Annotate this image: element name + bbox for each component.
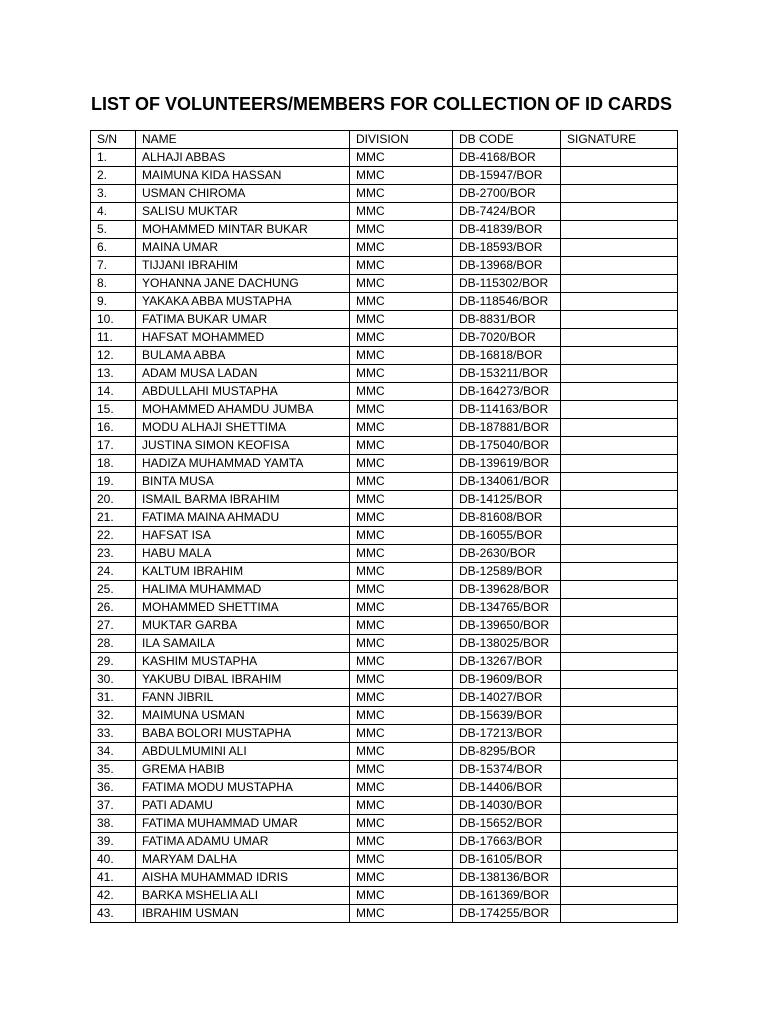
table-row — [91, 653, 678, 671]
cell-sn: 32. — [91, 707, 136, 725]
cell-signature — [561, 779, 678, 797]
cell-division: MMC — [350, 797, 453, 815]
cell-division: MMC — [350, 545, 453, 563]
cell-name: AISHA MUHAMMAD IDRIS — [136, 869, 350, 887]
cell-signature — [561, 671, 678, 689]
cell-sn: 12. — [91, 347, 136, 365]
cell-sn: 22. — [91, 527, 136, 545]
cell-division: MMC — [350, 419, 453, 437]
cell-sn: 37. — [91, 797, 136, 815]
cell-db-code: DB-14406/BOR — [453, 779, 561, 797]
cell-sn: 24. — [91, 563, 136, 581]
cell-signature — [561, 527, 678, 545]
cell-name: FATIMA MAINA AHMADU — [136, 509, 350, 527]
cell-division: MMC — [350, 491, 453, 509]
cell-signature — [561, 653, 678, 671]
cell-signature — [561, 509, 678, 527]
cell-sn: 31. — [91, 689, 136, 707]
cell-division: MMC — [350, 239, 453, 257]
cell-signature — [561, 383, 678, 401]
table-row — [91, 869, 678, 887]
cell-name: MUKTAR GARBA — [136, 617, 350, 635]
table-row — [91, 419, 678, 437]
cell-sn: 21. — [91, 509, 136, 527]
cell-db-code: DB-8831/BOR — [453, 311, 561, 329]
cell-name: ISMAIL BARMA IBRAHIM — [136, 491, 350, 509]
cell-signature — [561, 545, 678, 563]
cell-division: MMC — [350, 329, 453, 347]
cell-signature — [561, 599, 678, 617]
cell-db-code: DB-81608/BOR — [453, 509, 561, 527]
cell-sn: 19. — [91, 473, 136, 491]
cell-signature — [561, 707, 678, 725]
cell-db-code: DB-2630/BOR — [453, 545, 561, 563]
cell-division: MMC — [350, 743, 453, 761]
table-row — [91, 833, 678, 851]
table-row — [91, 761, 678, 779]
table-row — [91, 383, 678, 401]
cell-signature — [561, 167, 678, 185]
cell-db-code: DB-138136/BOR — [453, 869, 561, 887]
table-row — [91, 671, 678, 689]
cell-division: MMC — [350, 167, 453, 185]
cell-name: KASHIM MUSTAPHA — [136, 653, 350, 671]
table-row — [91, 689, 678, 707]
cell-division: MMC — [350, 689, 453, 707]
cell-name: HABU MALA — [136, 545, 350, 563]
cell-sn: 35. — [91, 761, 136, 779]
cell-division: MMC — [350, 221, 453, 239]
cell-db-code: DB-15652/BOR — [453, 815, 561, 833]
cell-sn: 8. — [91, 275, 136, 293]
table-row — [91, 725, 678, 743]
cell-signature — [561, 491, 678, 509]
cell-sn: 27. — [91, 617, 136, 635]
cell-db-code: DB-15947/BOR — [453, 167, 561, 185]
table-row — [91, 365, 678, 383]
cell-signature — [561, 401, 678, 419]
cell-signature — [561, 563, 678, 581]
cell-name: PATI ADAMU — [136, 797, 350, 815]
table-row — [91, 545, 678, 563]
table-row — [91, 329, 678, 347]
cell-signature — [561, 329, 678, 347]
cell-sn: 2. — [91, 167, 136, 185]
cell-name: HALIMA MUHAMMAD — [136, 581, 350, 599]
table-row — [91, 455, 678, 473]
cell-division: MMC — [350, 725, 453, 743]
cell-signature — [561, 743, 678, 761]
cell-sn: 16. — [91, 419, 136, 437]
table-row — [91, 581, 678, 599]
cell-division: MMC — [350, 599, 453, 617]
volunteers-table — [90, 130, 678, 923]
cell-db-code: DB-7424/BOR — [453, 203, 561, 221]
cell-division: MMC — [350, 833, 453, 851]
cell-name: ADAM MUSA LADAN — [136, 365, 350, 383]
cell-sn: 42. — [91, 887, 136, 905]
cell-signature — [561, 815, 678, 833]
table-row — [91, 239, 678, 257]
header-sn: S/N — [91, 131, 136, 149]
cell-name: FATIMA MUHAMMAD UMAR — [136, 815, 350, 833]
cell-signature — [561, 185, 678, 203]
cell-sn: 34. — [91, 743, 136, 761]
table-row — [91, 257, 678, 275]
cell-division: MMC — [350, 275, 453, 293]
cell-name: FATIMA MODU MUSTAPHA — [136, 779, 350, 797]
table-row — [91, 149, 678, 167]
cell-signature — [561, 275, 678, 293]
cell-db-code: DB-13267/BOR — [453, 653, 561, 671]
cell-division: MMC — [350, 635, 453, 653]
cell-sn: 39. — [91, 833, 136, 851]
cell-db-code: DB-161369/BOR — [453, 887, 561, 905]
cell-name: MOHAMMED MINTAR BUKAR — [136, 221, 350, 239]
cell-sn: 23. — [91, 545, 136, 563]
cell-sn: 33. — [91, 725, 136, 743]
table-row — [91, 473, 678, 491]
table-row — [91, 707, 678, 725]
cell-db-code: DB-139628/BOR — [453, 581, 561, 599]
cell-signature — [561, 761, 678, 779]
cell-division: MMC — [350, 653, 453, 671]
cell-db-code: DB-14030/BOR — [453, 797, 561, 815]
cell-db-code: DB-16818/BOR — [453, 347, 561, 365]
cell-sn: 1. — [91, 149, 136, 167]
cell-db-code: DB-15639/BOR — [453, 707, 561, 725]
cell-division: MMC — [350, 671, 453, 689]
cell-db-code: DB-153211/BOR — [453, 365, 561, 383]
cell-name: YOHANNA JANE DACHUNG — [136, 275, 350, 293]
cell-sn: 26. — [91, 599, 136, 617]
cell-db-code: DB-18593/BOR — [453, 239, 561, 257]
table-row — [91, 491, 678, 509]
cell-db-code: DB-138025/BOR — [453, 635, 561, 653]
cell-signature — [561, 725, 678, 743]
cell-name: HADIZA MUHAMMAD YAMTA — [136, 455, 350, 473]
cell-db-code: DB-115302/BOR — [453, 275, 561, 293]
cell-db-code: DB-12589/BOR — [453, 563, 561, 581]
cell-signature — [561, 833, 678, 851]
cell-name: TIJJANI IBRAHIM — [136, 257, 350, 275]
cell-division: MMC — [350, 887, 453, 905]
header-db-code: DB CODE — [453, 131, 561, 149]
table-row — [91, 275, 678, 293]
cell-division: MMC — [350, 707, 453, 725]
cell-division: MMC — [350, 347, 453, 365]
cell-db-code: DB-175040/BOR — [453, 437, 561, 455]
table-row — [91, 401, 678, 419]
cell-division: MMC — [350, 617, 453, 635]
cell-division: MMC — [350, 257, 453, 275]
cell-division: MMC — [350, 815, 453, 833]
cell-signature — [561, 203, 678, 221]
page-title: LIST OF VOLUNTEERS/MEMBERS FOR COLLECTION OF ID CARDS — [91, 94, 673, 114]
cell-signature — [561, 221, 678, 239]
cell-db-code: DB-16055/BOR — [453, 527, 561, 545]
cell-name: GREMA HABIB — [136, 761, 350, 779]
table-header-row — [91, 131, 678, 149]
cell-name: MODU ALHAJI SHETTIMA — [136, 419, 350, 437]
table-row — [91, 221, 678, 239]
cell-db-code: DB-4168/BOR — [453, 149, 561, 167]
table-row — [91, 851, 678, 869]
cell-sn: 17. — [91, 437, 136, 455]
cell-signature — [561, 437, 678, 455]
cell-db-code: DB-16105/BOR — [453, 851, 561, 869]
cell-db-code: DB-17663/BOR — [453, 833, 561, 851]
cell-division: MMC — [350, 473, 453, 491]
cell-db-code: DB-13968/BOR — [453, 257, 561, 275]
cell-signature — [561, 311, 678, 329]
cell-name: BULAMA ABBA — [136, 347, 350, 365]
cell-signature — [561, 887, 678, 905]
cell-name: MAINA UMAR — [136, 239, 350, 257]
cell-name: USMAN CHIROMA — [136, 185, 350, 203]
table-row — [91, 203, 678, 221]
cell-db-code: DB-41839/BOR — [453, 221, 561, 239]
cell-signature — [561, 473, 678, 491]
cell-name: IBRAHIM USMAN — [136, 905, 350, 923]
cell-db-code: DB-174255/BOR — [453, 905, 561, 923]
table-row — [91, 563, 678, 581]
cell-sn: 18. — [91, 455, 136, 473]
cell-db-code: DB-2700/BOR — [453, 185, 561, 203]
cell-name: FANN JIBRIL — [136, 689, 350, 707]
cell-db-code: DB-17213/BOR — [453, 725, 561, 743]
cell-name: MAIMUNA USMAN — [136, 707, 350, 725]
cell-division: MMC — [350, 905, 453, 923]
header-name: NAME — [136, 131, 350, 149]
cell-db-code: DB-139650/BOR — [453, 617, 561, 635]
cell-division: MMC — [350, 455, 453, 473]
table-row — [91, 887, 678, 905]
cell-sn: 13. — [91, 365, 136, 383]
cell-name: HAFSAT MOHAMMED — [136, 329, 350, 347]
cell-sn: 9. — [91, 293, 136, 311]
table-row — [91, 167, 678, 185]
header-signature: SIGNATURE — [561, 131, 678, 149]
cell-sn: 43. — [91, 905, 136, 923]
cell-division: MMC — [350, 581, 453, 599]
table-row — [91, 437, 678, 455]
cell-division: MMC — [350, 203, 453, 221]
cell-sn: 29. — [91, 653, 136, 671]
cell-signature — [561, 365, 678, 383]
header-division: DIVISION — [350, 131, 453, 149]
cell-name: BINTA MUSA — [136, 473, 350, 491]
cell-sn: 41. — [91, 869, 136, 887]
cell-name: ILA SAMAILA — [136, 635, 350, 653]
cell-name: FATIMA ADAMU UMAR — [136, 833, 350, 851]
cell-sn: 20. — [91, 491, 136, 509]
cell-db-code: DB-14125/BOR — [453, 491, 561, 509]
cell-signature — [561, 905, 678, 923]
table-row — [91, 617, 678, 635]
cell-signature — [561, 617, 678, 635]
cell-name: MOHAMMED AHAMDU JUMBA — [136, 401, 350, 419]
cell-db-code: DB-7020/BOR — [453, 329, 561, 347]
cell-signature — [561, 851, 678, 869]
cell-name: MARYAM DALHA — [136, 851, 350, 869]
table-row — [91, 635, 678, 653]
cell-signature — [561, 347, 678, 365]
cell-name: SALISU MUKTAR — [136, 203, 350, 221]
cell-sn: 6. — [91, 239, 136, 257]
cell-sn: 10. — [91, 311, 136, 329]
cell-name: YAKAKA ABBA MUSTAPHA — [136, 293, 350, 311]
cell-sn: 40. — [91, 851, 136, 869]
cell-name: ALHAJI ABBAS — [136, 149, 350, 167]
cell-sn: 11. — [91, 329, 136, 347]
cell-signature — [561, 635, 678, 653]
cell-division: MMC — [350, 779, 453, 797]
cell-division: MMC — [350, 401, 453, 419]
cell-sn: 28. — [91, 635, 136, 653]
cell-db-code: DB-8295/BOR — [453, 743, 561, 761]
cell-name: KALTUM IBRAHIM — [136, 563, 350, 581]
cell-sn: 4. — [91, 203, 136, 221]
table-row — [91, 905, 678, 923]
table-row — [91, 779, 678, 797]
table-row — [91, 599, 678, 617]
cell-name: FATIMA BUKAR UMAR — [136, 311, 350, 329]
cell-sn: 36. — [91, 779, 136, 797]
cell-name: HAFSAT ISA — [136, 527, 350, 545]
cell-signature — [561, 149, 678, 167]
cell-db-code: DB-118546/BOR — [453, 293, 561, 311]
table-row — [91, 185, 678, 203]
cell-sn: 5. — [91, 221, 136, 239]
cell-db-code: DB-114163/BOR — [453, 401, 561, 419]
cell-division: MMC — [350, 761, 453, 779]
cell-signature — [561, 455, 678, 473]
cell-signature — [561, 239, 678, 257]
cell-sn: 25. — [91, 581, 136, 599]
table-row — [91, 815, 678, 833]
cell-division: MMC — [350, 185, 453, 203]
table-row — [91, 797, 678, 815]
cell-division: MMC — [350, 383, 453, 401]
cell-signature — [561, 869, 678, 887]
cell-name: MOHAMMED SHETTIMA — [136, 599, 350, 617]
cell-signature — [561, 581, 678, 599]
cell-division: MMC — [350, 527, 453, 545]
cell-division: MMC — [350, 311, 453, 329]
cell-db-code: DB-15374/BOR — [453, 761, 561, 779]
cell-db-code: DB-14027/BOR — [453, 689, 561, 707]
cell-sn: 15. — [91, 401, 136, 419]
cell-division: MMC — [350, 563, 453, 581]
cell-db-code: DB-134061/BOR — [453, 473, 561, 491]
cell-signature — [561, 257, 678, 275]
table-row — [91, 293, 678, 311]
cell-name: ABDULMUMINI ALI — [136, 743, 350, 761]
cell-sn: 3. — [91, 185, 136, 203]
cell-sn: 38. — [91, 815, 136, 833]
cell-db-code: DB-139619/BOR — [453, 455, 561, 473]
cell-name: ABDULLAHI MUSTAPHA — [136, 383, 350, 401]
cell-name: BABA BOLORI MUSTAPHA — [136, 725, 350, 743]
cell-sn: 30. — [91, 671, 136, 689]
table-row — [91, 743, 678, 761]
cell-signature — [561, 419, 678, 437]
cell-sn: 7. — [91, 257, 136, 275]
table-row — [91, 527, 678, 545]
cell-name: JUSTINA SIMON KEOFISA — [136, 437, 350, 455]
cell-division: MMC — [350, 509, 453, 527]
cell-division: MMC — [350, 437, 453, 455]
cell-division: MMC — [350, 365, 453, 383]
cell-db-code: DB-19609/BOR — [453, 671, 561, 689]
cell-division: MMC — [350, 869, 453, 887]
cell-signature — [561, 293, 678, 311]
cell-sn: 14. — [91, 383, 136, 401]
cell-signature — [561, 797, 678, 815]
cell-division: MMC — [350, 293, 453, 311]
cell-db-code: DB-134765/BOR — [453, 599, 561, 617]
cell-name: MAIMUNA KIDA HASSAN — [136, 167, 350, 185]
cell-signature — [561, 689, 678, 707]
cell-division: MMC — [350, 149, 453, 167]
table-row — [91, 347, 678, 365]
table-row — [91, 311, 678, 329]
cell-db-code: DB-187881/BOR — [453, 419, 561, 437]
table-row — [91, 509, 678, 527]
cell-db-code: DB-164273/BOR — [453, 383, 561, 401]
cell-name: BARKA MSHELIA ALI — [136, 887, 350, 905]
cell-division: MMC — [350, 851, 453, 869]
cell-name: YAKUBU DIBAL IBRAHIM — [136, 671, 350, 689]
